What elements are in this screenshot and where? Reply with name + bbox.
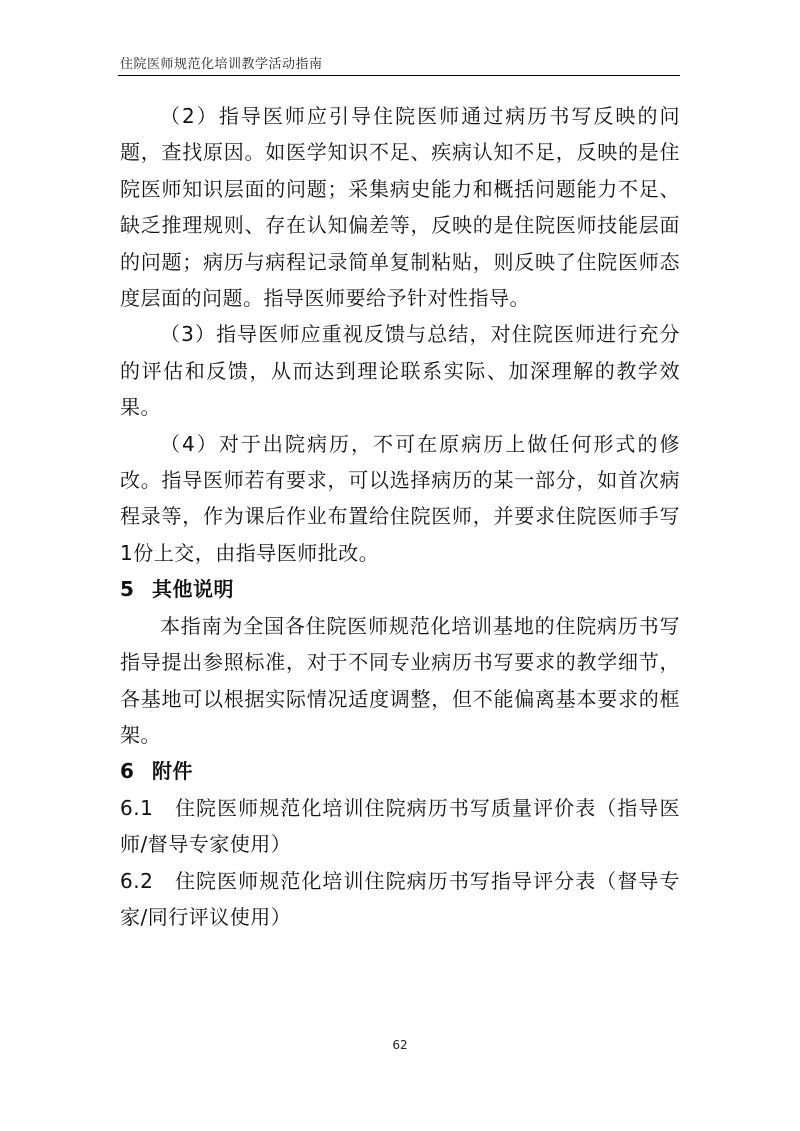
header-rule xyxy=(118,75,680,76)
running-header: 住院医师规范化培训教学活动指南 xyxy=(120,57,323,72)
section-title: 其他说明 xyxy=(152,577,234,602)
attachment-item-6-2: 6.2 住院医师规范化培训住院病历书写指导评分表（督导专家/同行评议使用） xyxy=(120,868,680,929)
page-number: 62 xyxy=(392,1038,408,1052)
section-heading-5 xyxy=(120,571,680,607)
document-body xyxy=(120,98,680,935)
attachment-item-6-1: 6.1 住院医师规范化培训住院病历书写质量评价表（指导医师/督导专家使用） xyxy=(120,795,680,857)
paragraph-item-2: （2）指导医师应引导住院医师通过病历书写反映的问题，查找原因。如医学知识不足、疾病认知不足，反映的是住院医师知识层面的问题；采集病史能力和概括问题能力不足、缺乏推理规则、存在认知偏差等，反映的是住院医师技能层面的问题；病历与病程记录简单复制粘贴，则反映了住院医师态度层面的问题。指导医师要给予针对性指导。 xyxy=(120,104,680,311)
paragraph-item-4: （4）对于出院病历，不可在原病历上做任何形式的修改。指导医师若有要求，可以选择病历的某一部分，如首次病程录等，作为课后作业布置给住院医师，并要求住院医师手写1份上交，由指导医师批改。 xyxy=(120,431,680,565)
section-number: 6 xyxy=(120,759,135,784)
section-number: 5 xyxy=(120,577,135,602)
section-5-body: 本指南为全国各住院医师规范化培训基地的住院病历书写指导提出参照标准，对于不同专业病历书写要求的教学细节，各基地可以根据实际情况适度调整，但不能偏离基本要求的框架。 xyxy=(120,613,680,747)
section-title: 附件 xyxy=(152,759,193,784)
paragraph-item-3: （3）指导医师应重视反馈与总结，对住院医师进行充分的评估和反馈，从而达到理论联系实际、加深理解的教学效果。 xyxy=(120,322,680,420)
section-heading-6 xyxy=(120,753,680,789)
